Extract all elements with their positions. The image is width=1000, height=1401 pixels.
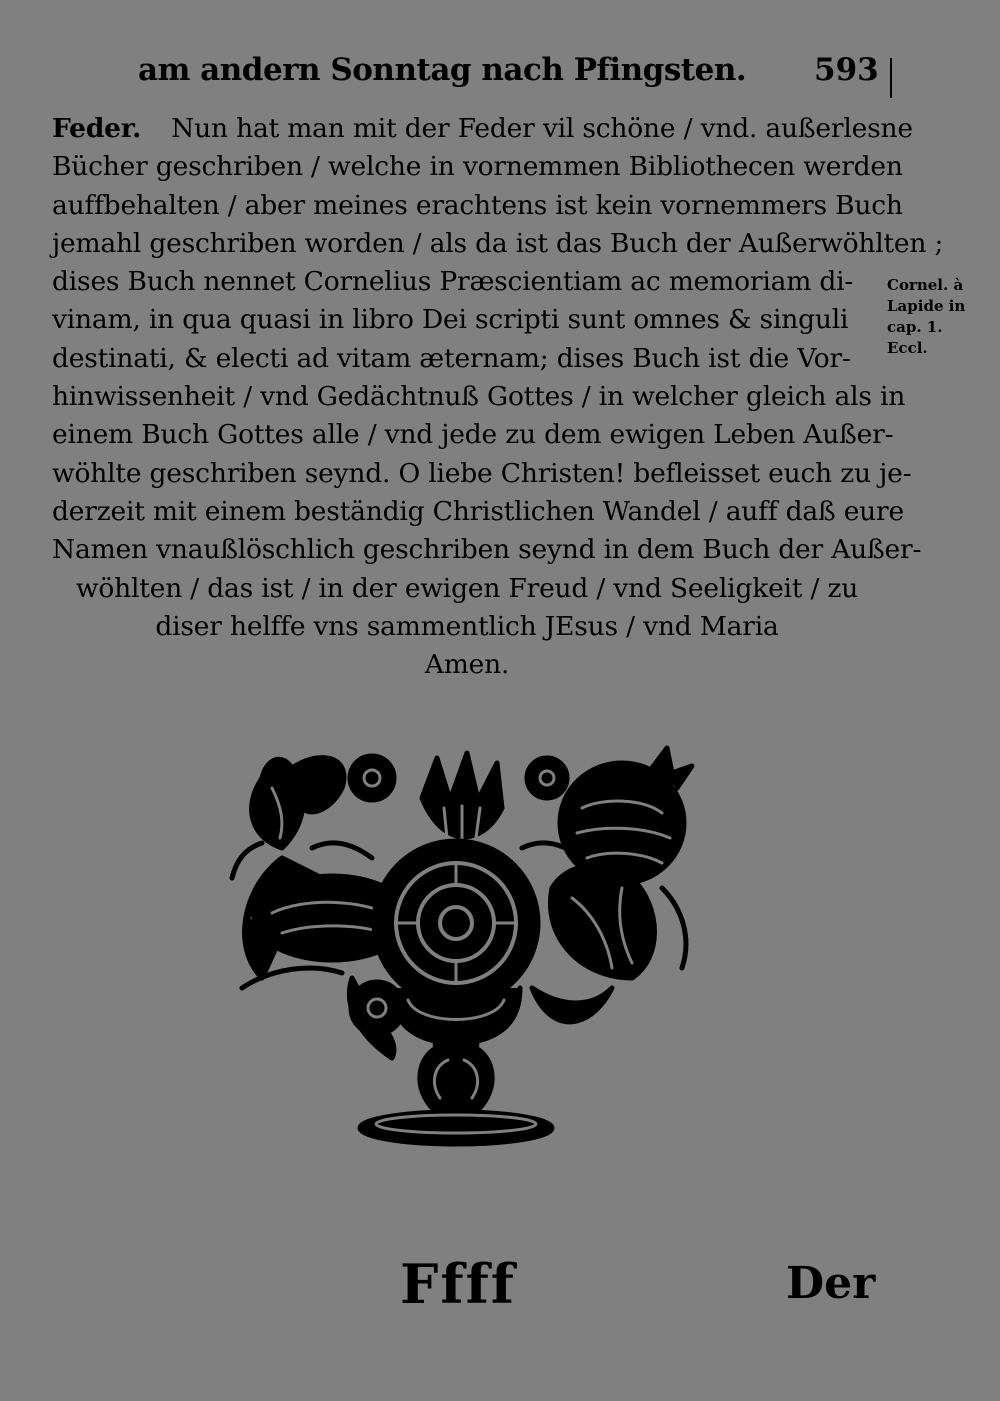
marginal-note-line: Lapide in [887,297,966,315]
signature-mark: Ffff [400,1252,517,1316]
text-line [52,110,913,148]
flower-vase-woodcut [222,738,700,1158]
text-line-amen: Amen. [424,649,510,681]
text-line: destinati, & electi ad vitam æternam; dises Buch ist die Vor- [52,342,851,374]
marginal-note [887,275,997,359]
marginal-note-line: Cornel. à [887,276,964,294]
catchword: Der [786,1258,876,1309]
text-line: Bücher geschriben / welche in vornemmen Bibliothecen werden [52,151,903,183]
text-line: auffbehalten / aber meines erachtens ist kein vornemmers Buch [52,189,903,221]
marginal-note-line: cap. 1. [887,318,943,336]
text-line: wöhlte geschriben seynd. O liebe Christen! befleisset euch zu je- [52,457,912,489]
running-head: am andern Sonntag nach Pfingsten. [138,52,747,88]
text-line: wöhlten / das ist / in der ewigen Freud / vnd Seeligkeit / zu [75,572,859,604]
edge-rule [890,58,892,98]
text-line-content: Nun hat man mit der Feder vil schöne / vnd. außerlesne [171,113,913,144]
text-line: dises Buch nennet Cornelius Præscientiam ac memoriam di- [52,266,854,298]
text-line: hinwissenheit / vnd Gedächtnuß Gottes / in welcher gleich als in [52,381,906,413]
text-line: vinam, in qua quasi in libro Dei scripti sunt omnes & singuli [52,304,849,336]
page-number: 593 [814,52,879,88]
text-line: derzeit mit einem beständig Christlichen Wandel / auff daß eure [52,495,904,527]
text-line: einem Buch Gottes alle / vnd jede zu dem ewigen Leben Außer- [52,419,894,451]
text-line: Namen vnaußlöschlich geschriben seynd in dem Buch der Außer- [52,534,922,566]
text-line: diser helffe vns sammentlich JEsus / vnd Maria [155,610,779,642]
marginal-note-line: Eccl. [887,339,928,357]
text-line: jemahl geschriben worden / als da ist das Buch der Außerwöhlten ; [52,227,944,259]
margin-keyword: Feder. [52,113,142,144]
